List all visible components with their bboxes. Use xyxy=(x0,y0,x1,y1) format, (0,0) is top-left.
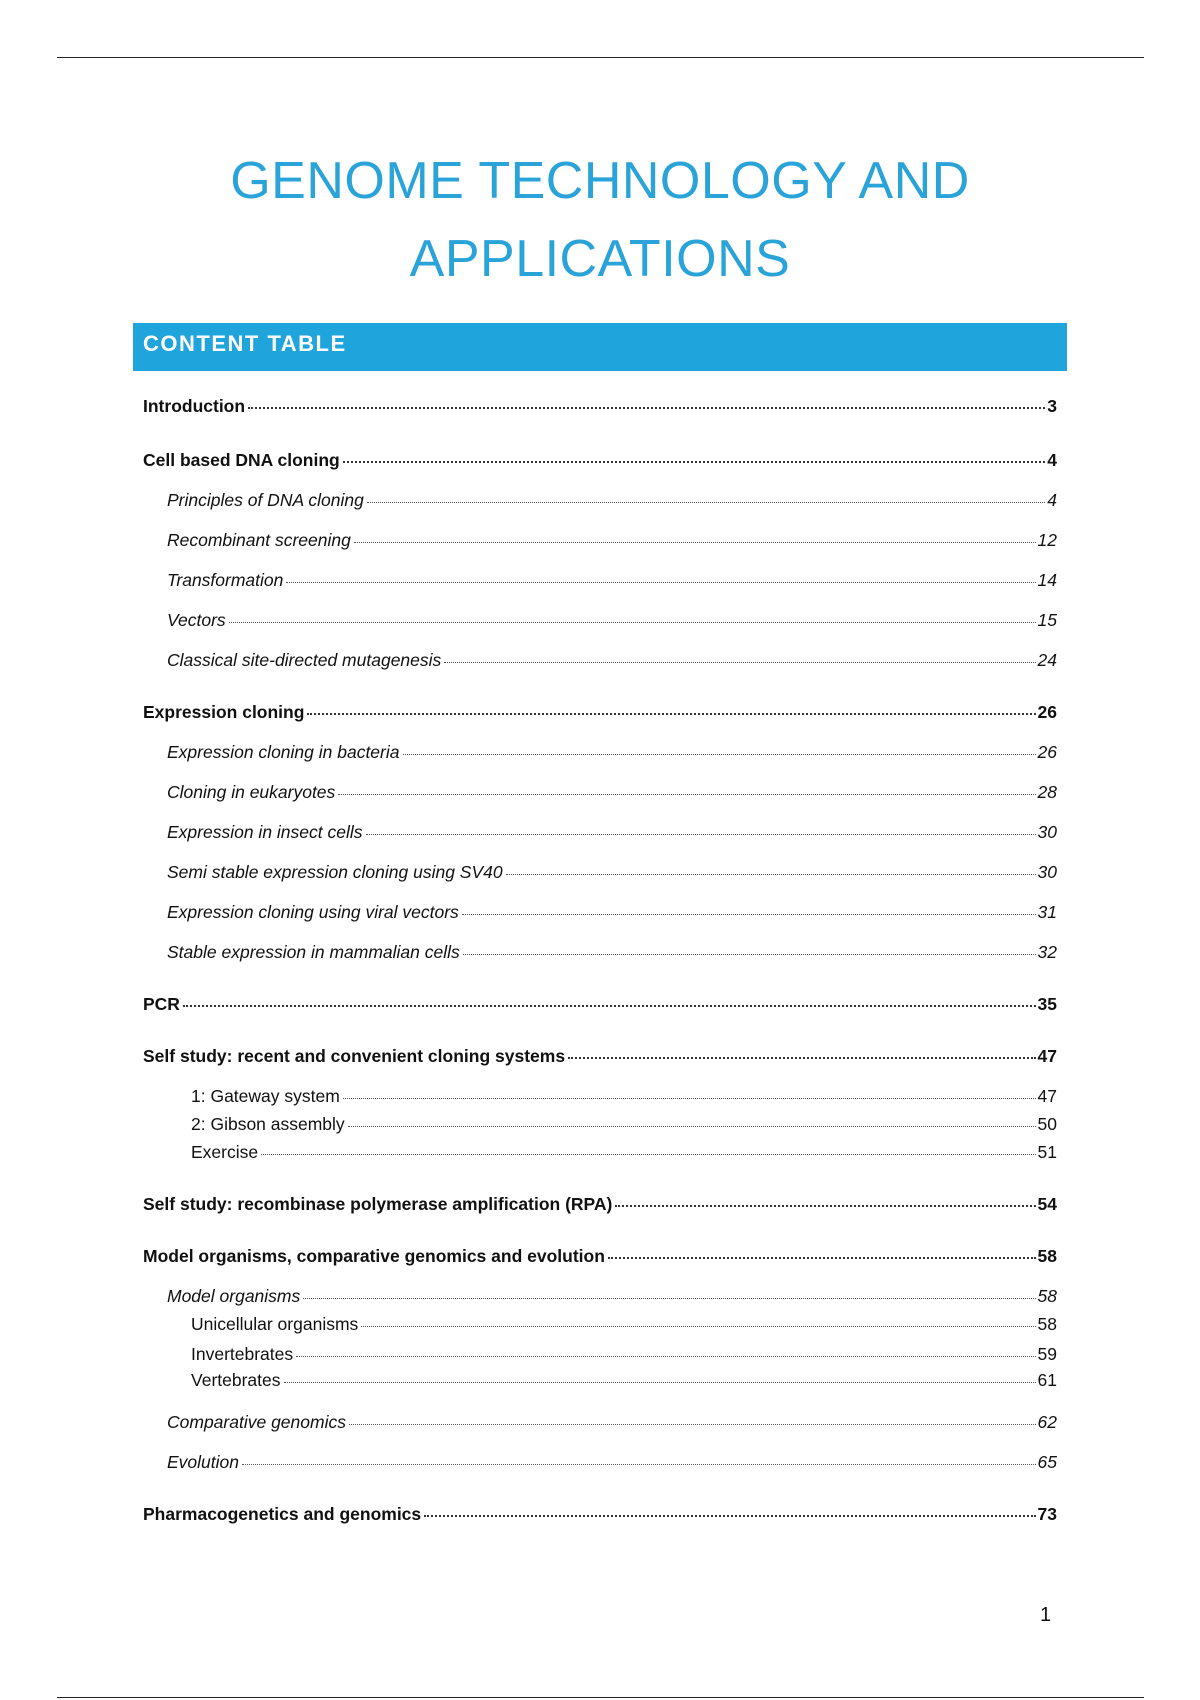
toc-dot-leader xyxy=(366,834,1036,835)
toc-entry[interactable] xyxy=(167,820,1057,844)
title-line-1: GENOME TECHNOLOGY AND xyxy=(230,152,970,210)
toc-entry-label: Classical site-directed mutagenesis xyxy=(167,650,442,670)
toc-entry-label: Semi stable expression cloning using SV40 xyxy=(167,862,503,882)
toc-entry-page: 15 xyxy=(1037,610,1057,630)
banner-label: CONTENT TABLE xyxy=(143,331,347,356)
toc-entry-page: 51 xyxy=(1037,1142,1057,1162)
toc-entry-page: 4 xyxy=(1047,490,1057,510)
toc-entry-page: 59 xyxy=(1037,1344,1057,1364)
page-number: 1 xyxy=(1040,1604,1052,1626)
toc-entry-label: Pharmacogenetics and genomics xyxy=(143,1504,422,1524)
top-rule xyxy=(57,57,1144,58)
toc-entry[interactable] xyxy=(143,1244,1057,1268)
bottom-rule xyxy=(57,1697,1144,1698)
toc-entry-page: 26 xyxy=(1037,702,1057,722)
toc-dot-leader xyxy=(444,662,1035,663)
toc-entry-page: 4 xyxy=(1047,450,1057,470)
toc-entry-page: 31 xyxy=(1037,902,1057,922)
toc-dot-leader xyxy=(349,1424,1036,1425)
toc-entry[interactable] xyxy=(191,1312,1057,1336)
toc-dot-leader xyxy=(343,461,1046,463)
toc-entry-page: 61 xyxy=(1037,1370,1057,1390)
toc-entry-label: Introduction xyxy=(143,396,246,416)
toc-dot-leader xyxy=(286,582,1035,583)
toc-entry-label: Principles of DNA cloning xyxy=(167,490,364,510)
toc-entry-label: Comparative genomics xyxy=(167,1412,346,1432)
toc-dot-leader xyxy=(506,874,1036,875)
toc-entry-page: 58 xyxy=(1037,1314,1057,1334)
toc-entry-label: Expression cloning xyxy=(143,702,305,722)
toc-entry-label: Recombinant screening xyxy=(167,530,351,550)
toc-entry-label: Vectors xyxy=(167,610,226,630)
toc-entry-page: 35 xyxy=(1037,994,1057,1014)
toc-dot-leader xyxy=(424,1515,1035,1517)
toc-entry-label: Invertebrates xyxy=(191,1344,294,1364)
toc-entry[interactable] xyxy=(143,1502,1057,1526)
title-line-2: APPLICATIONS xyxy=(409,230,791,288)
toc-entry-page: 58 xyxy=(1037,1286,1057,1306)
toc-entry[interactable] xyxy=(167,740,1057,764)
toc-dot-leader xyxy=(242,1464,1036,1465)
toc-entry-label: Expression cloning using viral vectors xyxy=(167,902,459,922)
toc-entry-page: 14 xyxy=(1037,570,1057,590)
toc-entry-label: 1: Gateway system xyxy=(191,1086,340,1106)
toc-entry[interactable] xyxy=(167,1410,1057,1434)
toc-entry-page: 47 xyxy=(1037,1086,1057,1106)
toc-entry[interactable] xyxy=(167,648,1057,672)
toc-entry-page: 30 xyxy=(1037,822,1057,842)
toc-dot-leader xyxy=(307,713,1035,715)
toc-entry-label: Self study: recombinase polymerase amplification (RPA) xyxy=(143,1194,613,1214)
toc-entry-label: Model organisms xyxy=(167,1286,301,1306)
toc-dot-leader xyxy=(608,1257,1036,1259)
toc-entry[interactable] xyxy=(143,394,1057,418)
toc-dot-leader xyxy=(354,542,1036,543)
toc-entry-page: 32 xyxy=(1037,942,1057,962)
toc-entry[interactable] xyxy=(191,1342,1057,1366)
toc-entry-label: Exercise xyxy=(191,1142,259,1162)
toc-entry-page: 30 xyxy=(1037,862,1057,882)
toc-entry-label: Unicellular organisms xyxy=(191,1314,359,1334)
toc-entry-page: 12 xyxy=(1037,530,1057,550)
toc-entry-page: 26 xyxy=(1037,742,1057,762)
toc-entry[interactable] xyxy=(167,1450,1057,1474)
toc-entry[interactable] xyxy=(167,488,1057,512)
toc-entry[interactable] xyxy=(191,1112,1057,1136)
toc-dot-leader xyxy=(296,1356,1035,1357)
toc-entry[interactable] xyxy=(143,1044,1057,1068)
toc-entry[interactable] xyxy=(167,940,1057,964)
toc-entry[interactable] xyxy=(167,1284,1057,1308)
toc-dot-leader xyxy=(338,794,1035,795)
toc-entry-page: 54 xyxy=(1037,1194,1057,1214)
toc-dot-leader xyxy=(403,754,1036,755)
toc-entry[interactable] xyxy=(167,780,1057,804)
toc-dot-leader xyxy=(361,1326,1035,1327)
toc-entry-page: 62 xyxy=(1037,1412,1057,1432)
toc-entry-label: Cloning in eukaryotes xyxy=(167,782,336,802)
toc-entry-label: Expression in insect cells xyxy=(167,822,363,842)
toc-entry[interactable] xyxy=(143,448,1057,472)
toc-dot-leader xyxy=(348,1126,1036,1127)
toc-entry-label: Cell based DNA cloning xyxy=(143,450,340,470)
toc-entry[interactable] xyxy=(191,1084,1057,1108)
toc-entry-page: 50 xyxy=(1037,1114,1057,1134)
toc-entry[interactable] xyxy=(191,1140,1057,1164)
toc-entry-page: 65 xyxy=(1037,1452,1057,1472)
toc-entry-page: 28 xyxy=(1037,782,1057,802)
toc-dot-leader xyxy=(261,1154,1035,1155)
toc-entry[interactable] xyxy=(167,608,1057,632)
toc-dot-leader xyxy=(568,1057,1035,1059)
toc-entry-label: PCR xyxy=(143,994,180,1014)
toc-entry[interactable] xyxy=(167,528,1057,552)
toc-entry-label: Transformation xyxy=(167,570,284,590)
document-title xyxy=(0,142,1200,298)
content-table-banner xyxy=(133,323,1067,371)
toc-dot-leader xyxy=(248,407,1045,409)
toc-entry-label: 2: Gibson assembly xyxy=(191,1114,345,1134)
toc-entry[interactable] xyxy=(143,992,1057,1016)
toc-entry[interactable] xyxy=(191,1368,1057,1392)
toc-entry-page: 58 xyxy=(1037,1246,1057,1266)
toc-entry[interactable] xyxy=(143,700,1057,724)
toc-dot-leader xyxy=(343,1098,1036,1099)
toc-entry[interactable] xyxy=(167,568,1057,592)
toc-entry[interactable] xyxy=(143,1192,1057,1216)
toc-entry-label: Model organisms, comparative genomics and evolution xyxy=(143,1246,605,1266)
toc-entry-page: 24 xyxy=(1037,650,1057,670)
toc-entry-page: 47 xyxy=(1037,1046,1057,1066)
toc-dot-leader xyxy=(183,1005,1036,1007)
toc-entry-page: 73 xyxy=(1037,1504,1057,1524)
toc-entry-label: Evolution xyxy=(167,1452,239,1472)
toc-dot-leader xyxy=(229,622,1036,623)
toc-entry[interactable] xyxy=(167,900,1057,924)
toc-entry-label: Vertebrates xyxy=(191,1370,281,1390)
toc-dot-leader xyxy=(284,1382,1036,1383)
toc-dot-leader xyxy=(615,1205,1035,1207)
toc-dot-leader xyxy=(367,502,1045,503)
toc-entry-page: 3 xyxy=(1047,396,1057,416)
toc-entry-label: Expression cloning in bacteria xyxy=(167,742,400,762)
toc-entry[interactable] xyxy=(167,860,1057,884)
toc-dot-leader xyxy=(303,1298,1035,1299)
toc-dot-leader xyxy=(463,954,1036,955)
toc-entry-label: Stable expression in mammalian cells xyxy=(167,942,460,962)
toc-dot-leader xyxy=(462,914,1036,915)
toc-entry-label: Self study: recent and convenient cloning systems xyxy=(143,1046,566,1066)
